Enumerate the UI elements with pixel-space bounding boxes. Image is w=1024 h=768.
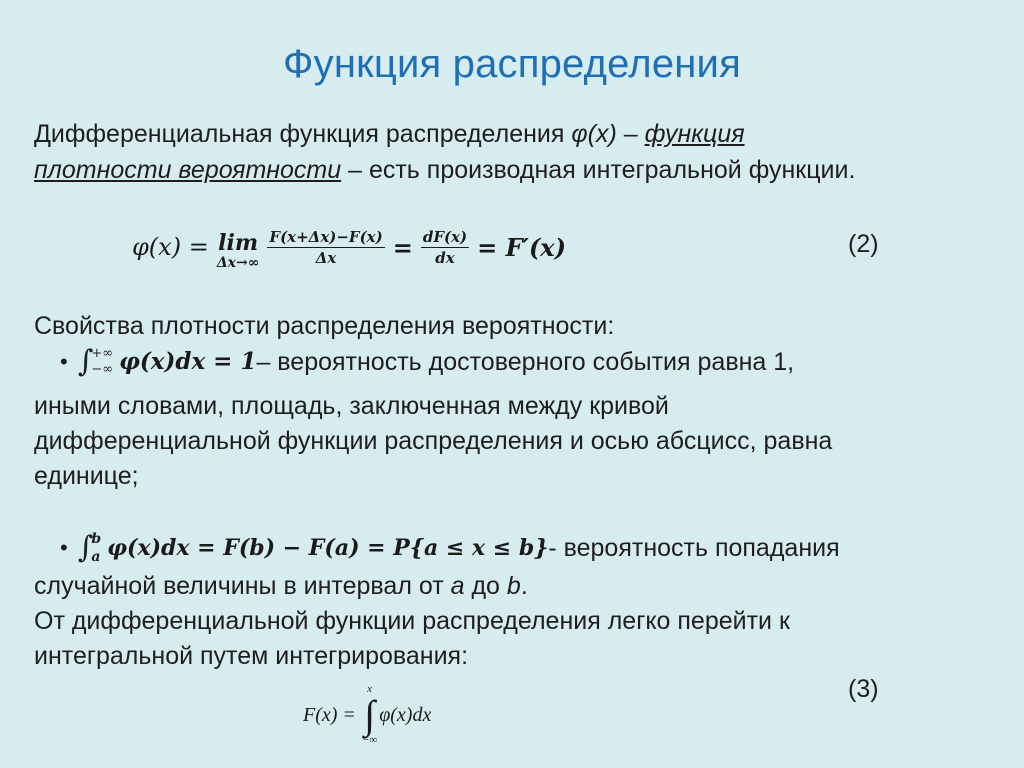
integral-sign-1: ∫ [77,344,94,379]
property-2-text-2a: случайной величины в интервал от [34,572,451,600]
transition-line-1: От дифференциальной функции распределения легко перейти к [34,607,790,635]
integral-3-lower: −∞ [361,734,378,746]
equation-number-2: (2) [848,230,879,258]
formula-3 [303,680,431,750]
integral-1-upper: +∞ [91,346,114,361]
fraction-2-numerator: dF(x) [422,227,468,246]
intro-line-2 [34,152,855,188]
property-1-line-4: единице; [34,462,139,490]
interval-end-var: b [506,572,521,600]
integral-1-lower: −∞ [91,362,114,377]
fraction-1 [267,227,384,268]
integral-2-upper: b [91,531,102,547]
formula-2 [132,212,566,282]
bullet-1: • [60,349,68,374]
intro-phi: φ(x) – [571,120,645,148]
integral-2-lower: a [91,549,101,565]
properties-heading: Свойства плотности распределения вероятности: [34,312,615,340]
integral-1 [78,344,113,380]
formula-2-equals: = [392,232,413,262]
integral-sign-3: ∫ [364,692,376,737]
integral-sign-2: ∫ [77,530,94,565]
integral-2 [78,530,101,566]
intro-text: Дифференциальная функция распределения [34,120,572,148]
property-2-line-1 [60,530,840,566]
fraction-1-denominator: Δx [315,248,337,267]
formula-2-rhs: = F′(x) [477,232,566,262]
property-1-line-3: дифференциальной функции распределения и осью абсцисс, равна [34,427,833,455]
property-2-text-2c: . [520,572,528,600]
formula-2-limit [217,231,260,271]
intro-text-2: – есть производная интегральной функции. [341,156,856,184]
fraction-2-denominator: dx [435,248,455,267]
integral-2-limits [91,530,101,566]
property-1-line-2: иными словами, площадь, заключенная между кривой [34,392,669,420]
formula-3-lhs: F(x) = [303,703,356,726]
bullet-2: • [60,535,68,560]
property-1-line-1 [60,344,794,380]
lim-word: lim [218,230,259,256]
integral-3-upper: x [367,683,372,695]
lim-subscript: Δx→∞ [216,255,260,271]
interval-start-var: a [450,572,465,600]
property-2-text-2b: до [464,572,507,600]
fraction-2 [421,227,469,268]
property-2-text-1: - вероятность попадания [548,534,840,562]
integral-3 [362,684,377,746]
property-1-formula: φ(x)dx = 1 [119,348,257,375]
property-2-line-2 [34,568,528,604]
slide-title: Функция распределения [283,42,741,86]
fraction-1-numerator: F(x+Δx)−F(x) [269,227,383,246]
integral-1-limits [91,346,113,378]
formula-3-integrand: φ(x)dx [379,703,432,726]
intro-underlined-term-2: плотности вероятности [34,156,342,184]
property-2-formula: φ(x)dx = F(b) − F(a) = P{a ≤ x ≤ b} [107,535,549,561]
equation-number-3: (3) [848,675,879,703]
property-1-text-1: – вероятность достоверного события равна 1, [256,348,795,376]
intro-line-1 [34,116,745,152]
intro-underlined-term: функция [644,120,745,148]
transition-line-2: интегральной путем интегрирования: [34,642,469,670]
formula-2-lhs: φ(x) = [132,233,209,261]
